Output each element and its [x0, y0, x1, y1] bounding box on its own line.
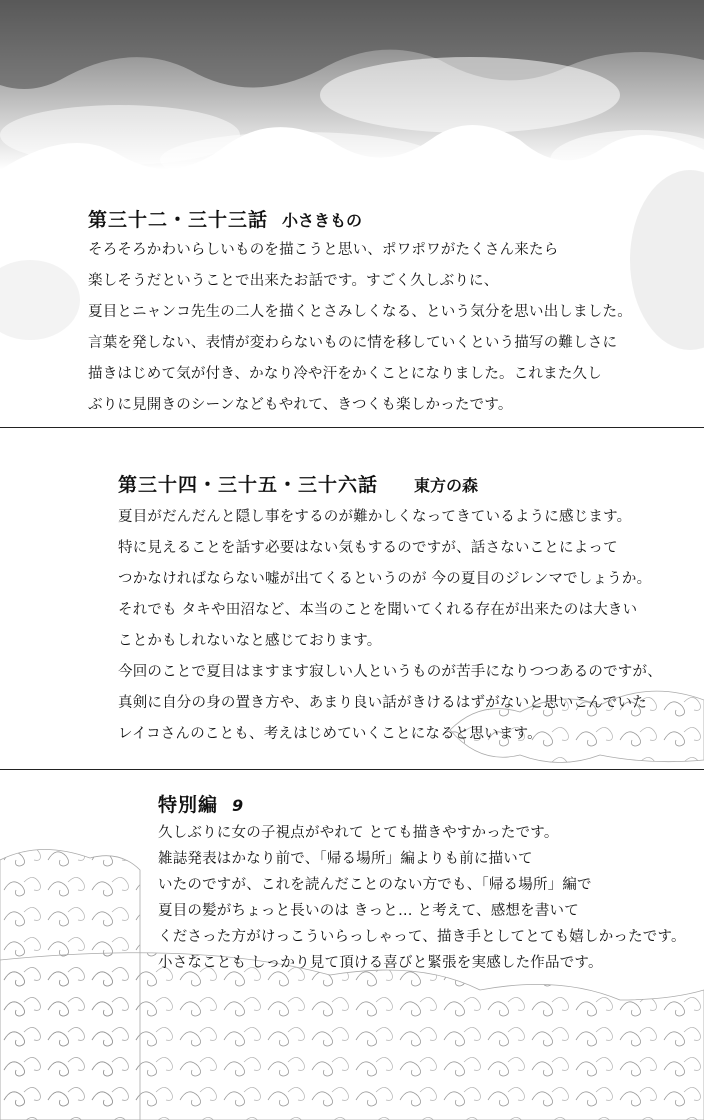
body-line: ことかもしれないなと感じております。 — [118, 633, 382, 649]
body-line: 言葉を発しない、表情が変わらないものに情を移していくという描写の難しさに — [88, 335, 618, 351]
section-heading — [118, 470, 662, 497]
body-line: 今回のことで夏目はますます寂しい人というものが苦手になりつつあるのですが、 — [118, 664, 662, 680]
section-body — [88, 238, 632, 424]
body-line: 描きはじめて気が付き、かなり冷や汗をかくことになりました。これまた久し — [88, 366, 602, 382]
section-title: 第三十四・三十五・三十六話 — [118, 474, 379, 496]
body-line: それでも タキや田沼など、本当のことを聞いてくれる存在が出来たのは大きい — [118, 602, 638, 618]
body-line: 夏目とニャンコ先生の二人を描くとさみしくなる、という気分を思い出しました。 — [88, 304, 632, 320]
section-body — [158, 821, 686, 977]
section-number: 9 — [232, 796, 244, 815]
section-subtitle: 小さきもの — [282, 211, 363, 230]
body-line: ぶりに見開きのシーンなどもやれて、きつくも楽しかったです。 — [88, 397, 513, 413]
section-divider — [0, 427, 704, 428]
body-line: そろそろかわいらしいものを描こうと思い、ポワポワがたくさん来たら — [88, 242, 559, 258]
body-line: 夏目がだんだんと隠し事をするのが難かしくなってきているように感じます。 — [118, 509, 632, 525]
section-heading — [88, 205, 632, 232]
body-line: くださった方がけっこういらっしゃって、描き手としてとても嬉しかったです。 — [158, 929, 686, 945]
section-title: 特別編 — [158, 794, 219, 816]
section-heading — [158, 790, 686, 817]
section-special-9 — [158, 790, 686, 977]
body-line: 特に見えることを話す必要はない気もするのですが、話さないことによって — [118, 540, 618, 556]
body-line: 小さなことも しっかり見て頂ける喜びと緊張を実感した作品です。 — [158, 955, 603, 971]
section-body — [118, 505, 662, 753]
body-line: レイコさんのことも、考えはじめていくことになると思います。 — [118, 726, 542, 742]
body-line: 真剣に自分の身の置き方や、あまり良い話がきけるはずがないと思いこんでいた — [118, 695, 647, 711]
body-line: つかなければならない嘘が出てくるというのが 今の夏目のジレンマでしょうか。 — [118, 571, 652, 587]
section-subtitle: 東方の森 — [414, 476, 479, 495]
body-line: 楽しそうだということで出来たお話です。すごく久しぶりに、 — [88, 273, 499, 289]
section-divider — [0, 769, 704, 770]
body-line: 久しぶりに女の子視点がやれて とても描きやすかったです。 — [158, 825, 559, 841]
body-line: いたのですが、これを読んだことのない方でも、「帰る場所」編で — [158, 877, 592, 893]
section-32-33 — [88, 205, 632, 424]
section-title: 第三十二・三十三話 — [88, 209, 269, 231]
section-34-36 — [118, 470, 662, 753]
body-line: 雑誌発表はかなり前で、「帰る場所」編よりも前に描いて — [158, 851, 533, 867]
body-line: 夏目の髪がちょっと長いのは きっと… と考えて、感想を書いて — [158, 903, 579, 919]
